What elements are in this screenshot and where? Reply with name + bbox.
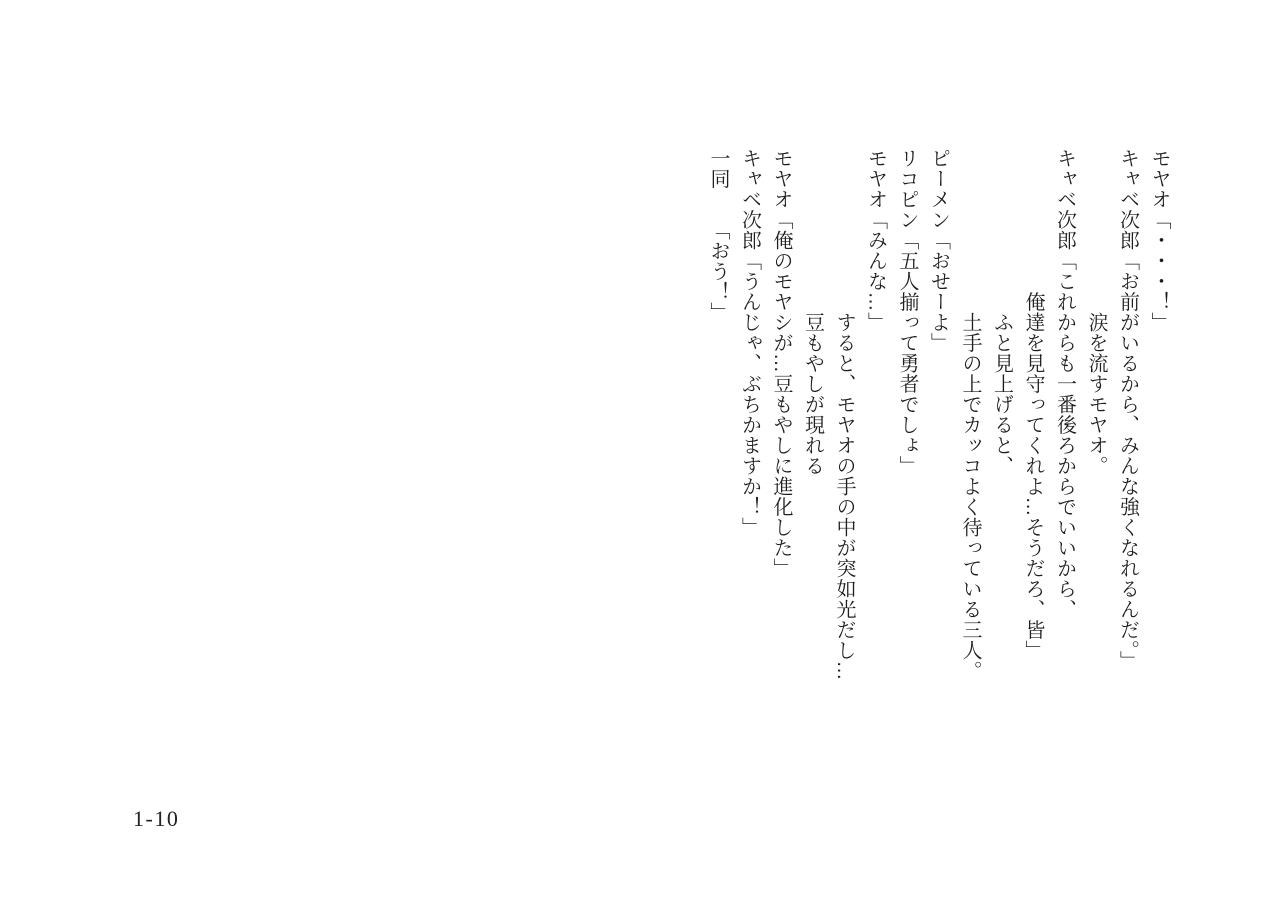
script-line-13: モヤオ「俺のモヤシが…豆もやしに進化した」 [770,148,792,579]
script-line-12: 豆もやしが現れる [801,148,824,476]
script-line-11: すると、モヤオの手の中が突如光だし… [833,148,855,681]
script-line-8: ピーメン「おせーよ」 [927,148,950,353]
script-line-3: 涙を流すモヤオ。 [1085,148,1107,476]
script-text-block [702,148,1175,713]
page-number: 1-10 [133,806,180,831]
script-line-4: キャベ次郎「これからも一番後ろからでいいから、 [1053,148,1076,620]
script-line-10: モヤオ「みんな…」 [864,148,887,333]
script-line-5: 俺達を見守ってくれよ…そうだろ、皆」 [1022,148,1044,661]
script-line-15: 一同 「おう！」 [707,148,729,323]
script-line-7: 土手の上でカッコよく待っている三人。 [959,148,981,681]
script-line-6: ふと見上げると、 [990,148,1013,476]
script-line-9: リコピン「五人揃って勇者でしょ」 [896,148,918,476]
script-line-14: キャベ次郎「うんじゃ、ぶちかますか！」 [738,148,761,538]
script-line-2: キャベ次郎「お前がいるから、みんな強くなれるんだ。」 [1116,148,1139,671]
script-line-1: モヤオ「・・・！」 [1148,148,1170,333]
